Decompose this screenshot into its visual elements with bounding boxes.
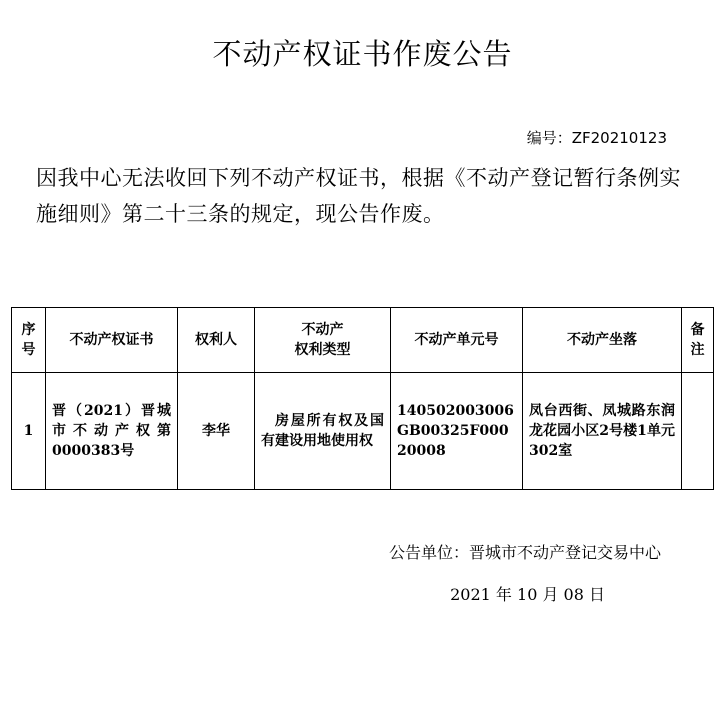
cell-certificate: 晋（2021）晋城市不动产权第0000383号 xyxy=(46,373,178,490)
header-certificate: 不动产权证书 xyxy=(46,308,178,373)
header-remark: 备注 xyxy=(682,308,714,373)
certificate-table xyxy=(11,307,714,490)
table-header-row xyxy=(12,308,714,373)
cell-unit-number: 140502003006GB00325F00020008 xyxy=(391,373,523,490)
notice-paragraph: 因我中心无法收回下列不动产权证书，根据《不动产登记暂行条例实施细则》第二十三条的规定，现公告作废。 xyxy=(36,166,681,226)
cell-remark xyxy=(682,373,714,490)
header-right-type xyxy=(255,308,391,373)
serial-label: 编号： xyxy=(526,129,572,147)
header-right-type-line2: 权利类型 xyxy=(294,342,351,358)
cell-location: 凤台西街、凤城路东润龙花园小区2号楼1单元302室 xyxy=(523,373,682,490)
header-holder: 权利人 xyxy=(178,308,255,373)
cell-right-type: 房屋所有权及国有建设用地使用权 xyxy=(255,373,391,490)
header-unit-number: 不动产单元号 xyxy=(391,308,523,373)
header-right-type-line1: 不动产 xyxy=(301,322,344,338)
header-index: 序号 xyxy=(12,308,46,373)
header-location: 不动产坐落 xyxy=(523,308,682,373)
document-title: 不动产权证书作废公告 xyxy=(212,37,513,71)
issuing-unit: 公告单位：晋城市不动产登记交易中心 xyxy=(388,543,661,562)
table-row xyxy=(12,373,714,490)
serial-value: ZF20210123 xyxy=(571,129,667,147)
cell-index: 1 xyxy=(12,373,46,490)
issue-date: 2021 年 10 月 08 日 xyxy=(450,585,605,604)
cell-holder: 李华 xyxy=(178,373,255,490)
serial-number xyxy=(527,128,667,148)
